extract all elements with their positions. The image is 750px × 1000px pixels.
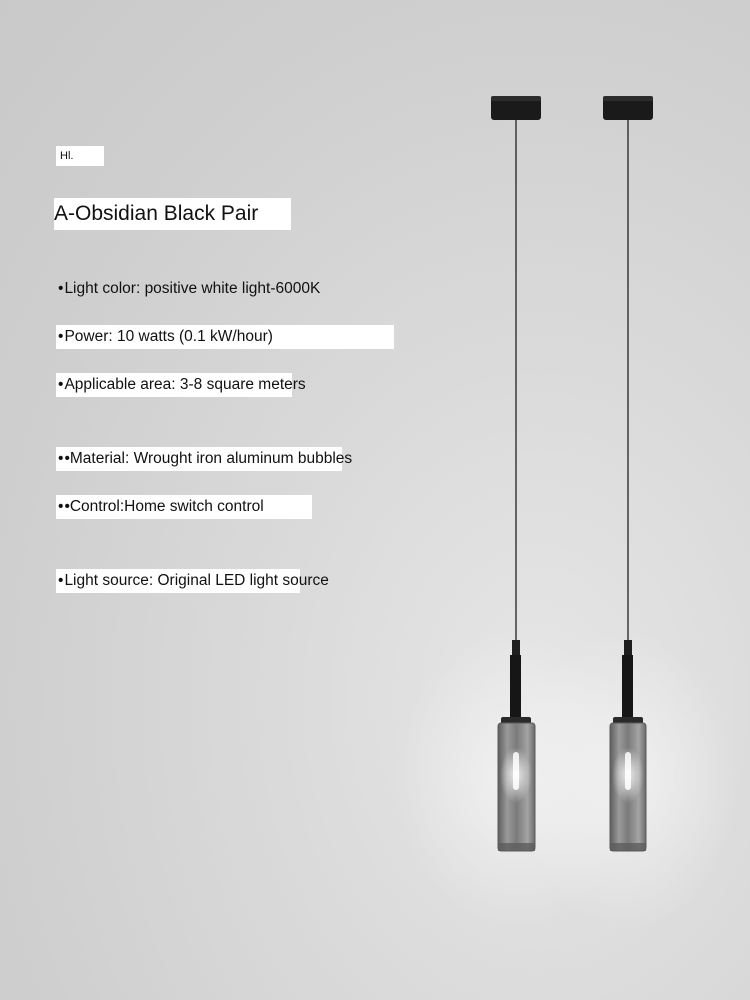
spec-text: Light source: Original LED light source <box>64 572 329 589</box>
pendant-lamp-right <box>603 96 653 851</box>
bulb-icon <box>513 752 519 790</box>
spec-text: •Control:Home switch control <box>64 498 264 515</box>
bullet-icon: • <box>58 572 64 589</box>
bullet-icon: • <box>58 376 64 393</box>
spec-text: •Material: Wrought iron aluminum bubbles <box>64 450 353 467</box>
product-tag: Hl. <box>56 146 104 166</box>
product-title: A-Obsidian Black Pair <box>54 198 291 230</box>
spec-text: Power: 10 watts (0.1 kW/hour) <box>64 328 273 345</box>
bullet-icon: • <box>58 280 64 297</box>
bulb-icon <box>625 752 631 790</box>
bullet-icon: • <box>58 498 64 515</box>
spec-text: Light color: positive white light-6000K <box>64 280 321 297</box>
pendant-lamp-left <box>491 96 541 851</box>
spec-text: Applicable area: 3-8 square meters <box>64 376 306 393</box>
bullet-icon: • <box>58 450 64 467</box>
bullet-icon: • <box>58 328 64 345</box>
